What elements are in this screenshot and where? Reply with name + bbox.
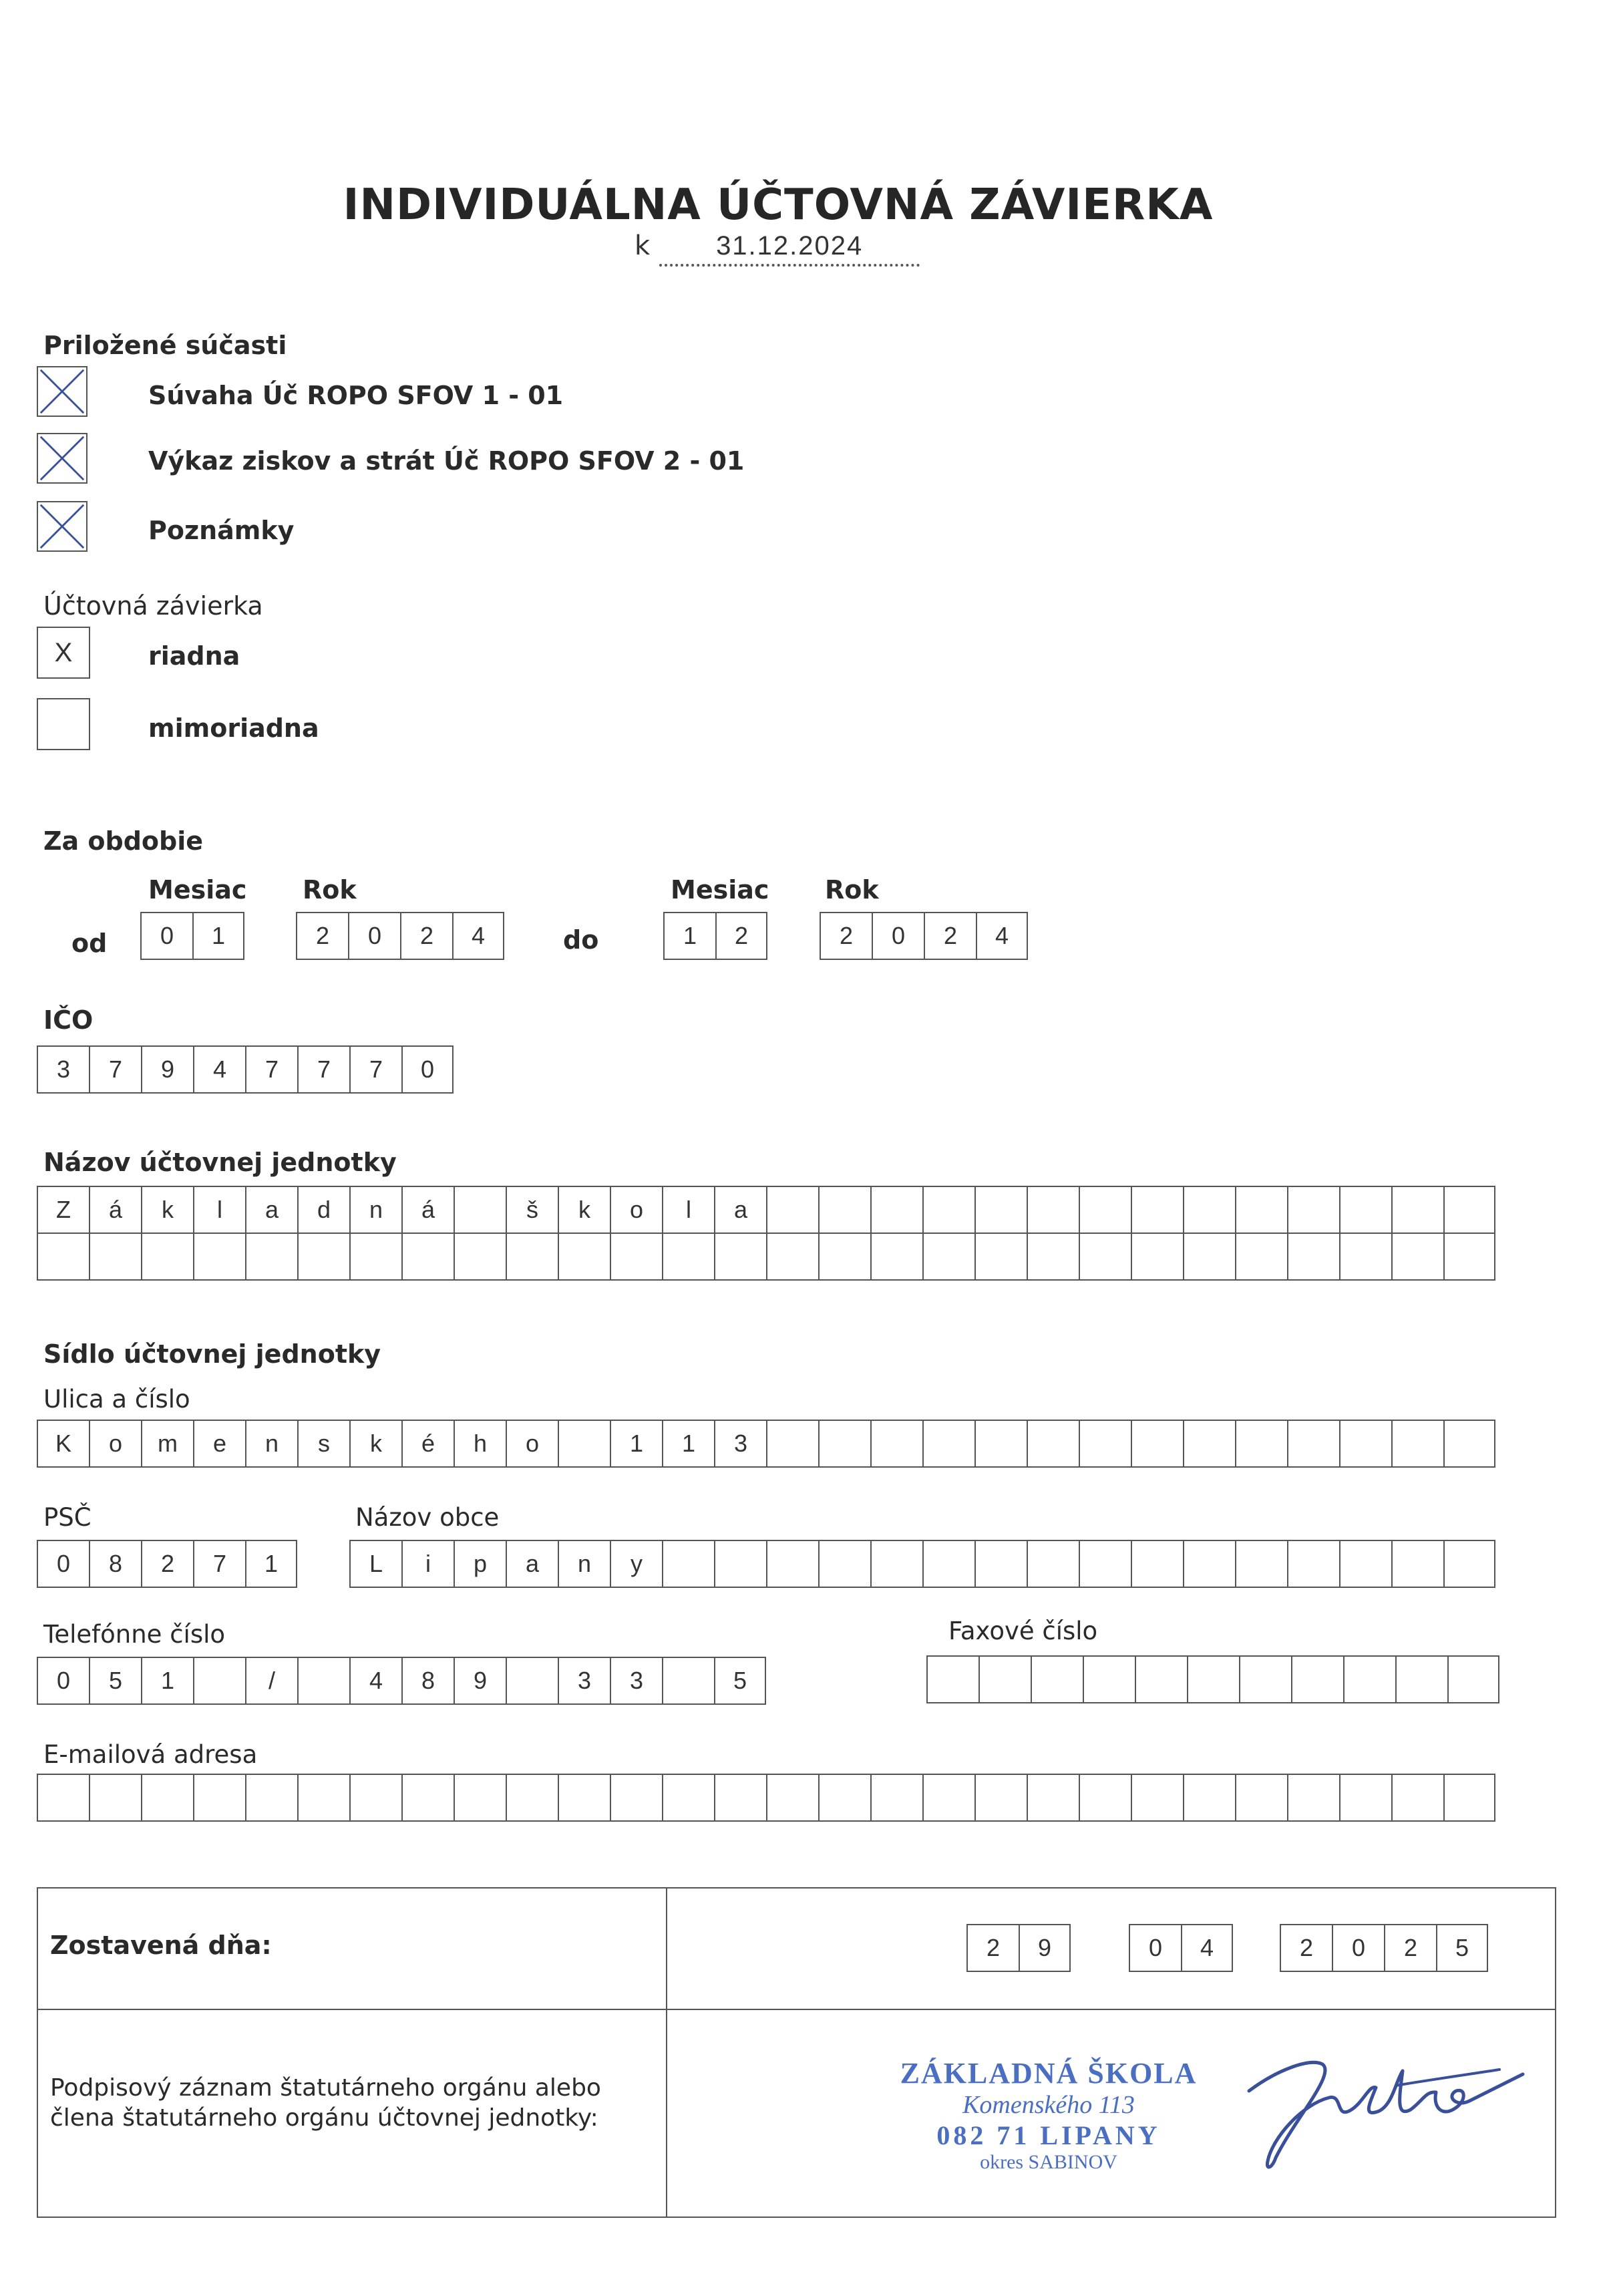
char-cell[interactable] <box>766 1186 818 1234</box>
char-cell[interactable]: 2 <box>924 912 976 960</box>
char-cell[interactable] <box>870 1774 922 1822</box>
period-heading: Za obdobie <box>43 826 204 856</box>
char-cell[interactable] <box>1443 1420 1495 1468</box>
char-cell[interactable] <box>1339 1774 1391 1822</box>
balance-sheet-label: Súvaha Úč ROPO SFOV 1 - 01 <box>148 381 564 410</box>
char-cell[interactable] <box>662 1540 714 1588</box>
char-cell[interactable] <box>245 1774 297 1822</box>
char-cell[interactable]: é <box>401 1420 454 1468</box>
char-cell[interactable]: 0 <box>37 1540 89 1588</box>
ico-field[interactable] <box>37 1045 454 1094</box>
char-cell[interactable]: a <box>714 1186 766 1234</box>
char-cell[interactable]: k <box>349 1420 401 1468</box>
char-cell[interactable]: L <box>349 1540 401 1588</box>
char-cell[interactable]: m <box>141 1420 193 1468</box>
char-cell[interactable] <box>454 1186 506 1234</box>
char-cell[interactable]: 0 <box>1129 1924 1181 1972</box>
char-cell[interactable]: á <box>401 1186 454 1234</box>
char-cell[interactable] <box>506 1657 558 1705</box>
char-cell[interactable]: a <box>245 1186 297 1234</box>
char-cell[interactable] <box>1443 1186 1495 1234</box>
char-cell[interactable] <box>610 1233 662 1281</box>
char-cell[interactable]: n <box>245 1420 297 1468</box>
char-cell[interactable]: 5 <box>1436 1924 1488 1972</box>
closing-date-prefix: k <box>635 230 651 261</box>
char-cell[interactable]: 1 <box>141 1657 193 1705</box>
char-cell[interactable] <box>1027 1233 1079 1281</box>
cross-mark-icon <box>38 367 86 416</box>
char-cell[interactable]: 2 <box>400 912 452 960</box>
handwritten-signature <box>1236 2044 1530 2178</box>
char-cell[interactable]: K <box>37 1420 89 1468</box>
to-label: do <box>563 925 599 955</box>
char-cell[interactable] <box>870 1186 922 1234</box>
char-cell[interactable]: 8 <box>89 1540 141 1588</box>
to-month-label: Mesiac <box>671 875 769 905</box>
char-cell[interactable] <box>870 1420 922 1468</box>
char-cell[interactable] <box>766 1540 818 1588</box>
char-cell[interactable]: n <box>558 1540 610 1588</box>
char-cell[interactable] <box>1235 1540 1287 1588</box>
char-cell[interactable] <box>1027 1774 1079 1822</box>
char-cell[interactable] <box>558 1420 610 1468</box>
char-cell[interactable]: 7 <box>193 1540 245 1588</box>
char-cell[interactable] <box>1079 1233 1131 1281</box>
char-cell[interactable] <box>766 1420 818 1468</box>
profit-loss-checkbox[interactable] <box>37 433 87 484</box>
char-cell[interactable] <box>1131 1233 1183 1281</box>
char-cell[interactable]: 0 <box>872 912 924 960</box>
char-cell[interactable] <box>870 1540 922 1588</box>
signature-label-line2: člena štatutárneho orgánu účtovnej jednotky: <box>50 2104 598 2132</box>
char-cell[interactable] <box>922 1233 974 1281</box>
char-cell[interactable]: 7 <box>297 1045 349 1094</box>
char-cell[interactable]: 0 <box>401 1045 454 1094</box>
char-cell[interactable] <box>1079 1540 1131 1588</box>
char-cell[interactable] <box>1027 1420 1079 1468</box>
from-label: od <box>71 929 108 958</box>
char-cell[interactable] <box>870 1233 922 1281</box>
char-cell[interactable] <box>1391 1540 1443 1588</box>
char-cell[interactable] <box>1183 1186 1235 1234</box>
fax-field[interactable] <box>926 1655 1499 1703</box>
char-cell[interactable] <box>193 1657 245 1705</box>
char-cell[interactable]: o <box>610 1186 662 1234</box>
char-cell[interactable] <box>974 1233 1027 1281</box>
char-cell[interactable]: 9 <box>454 1657 506 1705</box>
char-cell[interactable] <box>558 1233 610 1281</box>
char-cell[interactable] <box>1031 1655 1083 1703</box>
char-cell[interactable]: s <box>297 1420 349 1468</box>
char-cell[interactable] <box>922 1186 974 1234</box>
char-cell[interactable] <box>1027 1540 1079 1588</box>
char-cell[interactable]: 1 <box>245 1540 297 1588</box>
char-cell[interactable]: Z <box>37 1186 89 1234</box>
char-cell[interactable]: 4 <box>349 1657 401 1705</box>
char-cell[interactable] <box>297 1774 349 1822</box>
char-cell[interactable]: 2 <box>1280 1924 1332 1972</box>
stamp-line3: 082 71 LIPANY <box>936 2120 1161 2150</box>
char-cell[interactable] <box>349 1233 401 1281</box>
char-cell[interactable]: o <box>506 1420 558 1468</box>
char-cell[interactable] <box>714 1233 766 1281</box>
char-cell[interactable] <box>974 1420 1027 1468</box>
char-cell[interactable]: / <box>245 1657 297 1705</box>
char-cell[interactable] <box>1443 1540 1495 1588</box>
city-label: Názov obce <box>355 1503 500 1532</box>
char-cell[interactable]: 0 <box>1332 1924 1384 1972</box>
notes-label: Poznámky <box>148 516 295 545</box>
char-cell[interactable]: d <box>297 1186 349 1234</box>
email-field[interactable] <box>37 1774 1495 1822</box>
char-cell[interactable]: 3 <box>37 1045 89 1094</box>
char-cell[interactable] <box>1339 1540 1391 1588</box>
table-horizontal-divider <box>38 2009 1555 2010</box>
balance-sheet-checkbox[interactable] <box>37 366 87 417</box>
char-cell[interactable] <box>193 1233 245 1281</box>
char-cell[interactable]: k <box>558 1186 610 1234</box>
char-cell[interactable]: k <box>141 1186 193 1234</box>
char-cell[interactable] <box>818 1420 870 1468</box>
phone-field[interactable] <box>37 1657 766 1705</box>
street-label: Ulica a číslo <box>43 1385 190 1414</box>
char-cell[interactable]: 1 <box>610 1420 662 1468</box>
char-cell[interactable] <box>454 1233 506 1281</box>
char-cell[interactable]: 4 <box>1181 1924 1233 1972</box>
char-cell[interactable] <box>818 1774 870 1822</box>
char-cell[interactable] <box>1183 1540 1235 1588</box>
char-cell[interactable] <box>245 1233 297 1281</box>
char-cell[interactable] <box>141 1233 193 1281</box>
from-year-field[interactable] <box>296 912 504 960</box>
from-month-field[interactable] <box>140 912 244 960</box>
char-cell[interactable] <box>1079 1186 1131 1234</box>
char-cell[interactable]: p <box>454 1540 506 1588</box>
stamp-line4: okres SABINOV <box>980 2151 1117 2173</box>
char-cell[interactable] <box>349 1774 401 1822</box>
char-cell[interactable] <box>1079 1420 1131 1468</box>
char-cell[interactable]: 7 <box>245 1045 297 1094</box>
char-cell[interactable]: l <box>662 1186 714 1234</box>
char-cell[interactable]: n <box>349 1186 401 1234</box>
profit-loss-label: Výkaz ziskov a strát Úč ROPO SFOV 2 - 01 <box>148 446 745 476</box>
char-cell[interactable] <box>926 1655 978 1703</box>
extraordinary-closing-label: mimoriadna <box>148 713 319 743</box>
char-cell[interactable] <box>974 1186 1027 1234</box>
char-cell[interactable]: 2 <box>1384 1924 1436 1972</box>
char-cell[interactable] <box>1287 1540 1339 1588</box>
char-cell[interactable] <box>297 1233 349 1281</box>
char-cell[interactable] <box>978 1655 1031 1703</box>
attached-heading: Priložené súčasti <box>43 331 287 360</box>
char-cell[interactable] <box>89 1233 141 1281</box>
char-cell[interactable]: h <box>454 1420 506 1468</box>
closing-type-heading: Účtovná závierka <box>43 591 263 621</box>
char-cell[interactable] <box>193 1774 245 1822</box>
char-cell[interactable]: 1 <box>663 912 715 960</box>
psc-field[interactable] <box>37 1540 297 1588</box>
char-cell[interactable]: 8 <box>401 1657 454 1705</box>
char-cell[interactable]: 1 <box>192 912 244 960</box>
char-cell[interactable]: 2 <box>296 912 348 960</box>
stamp-line1: ZÁKLADNÁ ŠKOLA <box>900 2057 1198 2090</box>
char-cell[interactable]: 0 <box>140 912 192 960</box>
char-cell[interactable] <box>714 1774 766 1822</box>
char-cell[interactable]: 4 <box>976 912 1028 960</box>
char-cell[interactable]: o <box>89 1420 141 1468</box>
char-cell[interactable] <box>1443 1233 1495 1281</box>
char-cell[interactable] <box>506 1774 558 1822</box>
char-cell[interactable] <box>610 1774 662 1822</box>
char-cell[interactable]: 2 <box>966 1924 1019 1972</box>
seat-heading: Sídlo účtovnej jednotky <box>43 1339 381 1369</box>
from-month-label: Mesiac <box>148 875 247 905</box>
char-cell[interactable] <box>1339 1233 1391 1281</box>
char-cell[interactable] <box>1131 1540 1183 1588</box>
extraordinary-closing-checkbox[interactable] <box>37 698 90 750</box>
char-cell[interactable] <box>1391 1420 1443 1468</box>
char-cell[interactable] <box>766 1233 818 1281</box>
compiled-year-field[interactable] <box>1280 1924 1488 1972</box>
char-cell[interactable] <box>1235 1186 1287 1234</box>
city-field[interactable] <box>349 1540 1495 1588</box>
char-cell[interactable] <box>662 1657 714 1705</box>
char-cell[interactable] <box>1447 1655 1499 1703</box>
stamp-line2: Komenského 113 <box>962 2091 1135 2119</box>
char-cell[interactable]: 2 <box>141 1540 193 1588</box>
table-vertical-divider <box>666 1889 667 2217</box>
char-cell[interactable]: á <box>89 1186 141 1234</box>
char-cell[interactable] <box>1235 1233 1287 1281</box>
char-cell[interactable] <box>1287 1233 1339 1281</box>
char-cell[interactable] <box>1183 1233 1235 1281</box>
char-cell[interactable] <box>89 1774 141 1822</box>
to-year-field[interactable] <box>820 912 1028 960</box>
entity-name-heading: Názov účtovnej jednotky <box>43 1148 397 1177</box>
char-cell[interactable] <box>506 1233 558 1281</box>
char-cell[interactable] <box>974 1774 1027 1822</box>
char-cell[interactable] <box>37 1233 89 1281</box>
page-title: INDIVIDUÁLNA ÚČTOVNÁ ZÁVIERKA <box>343 180 1214 230</box>
char-cell[interactable] <box>766 1774 818 1822</box>
compiled-month-field[interactable] <box>1129 1924 1233 1972</box>
char-cell[interactable] <box>1183 1774 1235 1822</box>
char-cell[interactable] <box>818 1540 870 1588</box>
to-month-field[interactable] <box>663 912 767 960</box>
regular-closing-label: riadna <box>148 641 240 671</box>
char-cell[interactable] <box>1131 1774 1183 1822</box>
char-cell[interactable] <box>1291 1655 1343 1703</box>
char-cell[interactable] <box>1135 1655 1187 1703</box>
char-cell[interactable] <box>558 1774 610 1822</box>
closing-date <box>635 230 920 267</box>
char-cell[interactable]: a <box>506 1540 558 1588</box>
signature-label-line1: Podpisový záznam štatutárneho orgánu alebo <box>50 2074 601 2102</box>
char-cell[interactable] <box>1287 1420 1339 1468</box>
char-cell[interactable]: 5 <box>714 1657 766 1705</box>
notes-checkbox[interactable] <box>37 501 87 552</box>
char-cell[interactable] <box>1083 1655 1135 1703</box>
school-stamp <box>895 2056 1202 2174</box>
regular-closing-checkbox[interactable]: X <box>37 627 90 679</box>
char-cell[interactable]: 0 <box>37 1657 89 1705</box>
char-cell[interactable] <box>1339 1420 1391 1468</box>
char-cell[interactable] <box>1235 1420 1287 1468</box>
char-cell[interactable] <box>1391 1233 1443 1281</box>
char-cell[interactable] <box>1395 1655 1447 1703</box>
cross-mark-icon <box>38 434 86 482</box>
char-cell[interactable] <box>401 1774 454 1822</box>
char-cell[interactable] <box>1239 1655 1291 1703</box>
char-cell[interactable] <box>1183 1420 1235 1468</box>
cross-mark-icon <box>38 502 86 550</box>
char-cell[interactable] <box>454 1774 506 1822</box>
char-cell[interactable] <box>1235 1774 1287 1822</box>
char-cell[interactable]: 7 <box>349 1045 401 1094</box>
char-cell[interactable]: 4 <box>193 1045 245 1094</box>
char-cell[interactable]: 2 <box>715 912 767 960</box>
closing-date-value[interactable]: 31.12.2024 <box>659 231 920 267</box>
entity-name-row2[interactable] <box>37 1233 1495 1281</box>
char-cell[interactable]: 3 <box>610 1657 662 1705</box>
char-cell[interactable] <box>1287 1186 1339 1234</box>
entity-name-row1[interactable] <box>37 1186 1495 1234</box>
char-cell[interactable] <box>974 1540 1027 1588</box>
char-cell[interactable]: 5 <box>89 1657 141 1705</box>
compiled-day-field[interactable] <box>966 1924 1071 1972</box>
char-cell[interactable] <box>1391 1186 1443 1234</box>
char-cell[interactable] <box>1287 1774 1339 1822</box>
char-cell[interactable] <box>1131 1186 1183 1234</box>
char-cell[interactable]: i <box>401 1540 454 1588</box>
email-label: E-mailová adresa <box>43 1740 258 1769</box>
char-cell[interactable] <box>1079 1774 1131 1822</box>
char-cell[interactable] <box>714 1540 766 1588</box>
char-cell[interactable] <box>922 1540 974 1588</box>
char-cell[interactable] <box>1027 1186 1079 1234</box>
char-cell[interactable] <box>662 1233 714 1281</box>
char-cell[interactable]: e <box>193 1420 245 1468</box>
char-cell[interactable] <box>297 1657 349 1705</box>
char-cell[interactable] <box>662 1774 714 1822</box>
fax-label: Faxové číslo <box>948 1617 1098 1645</box>
from-year-label: Rok <box>303 875 357 905</box>
char-cell[interactable] <box>1391 1774 1443 1822</box>
to-year-label: Rok <box>825 875 879 905</box>
char-cell[interactable]: 3 <box>714 1420 766 1468</box>
char-cell[interactable] <box>922 1420 974 1468</box>
char-cell[interactable] <box>1443 1774 1495 1822</box>
char-cell[interactable]: l <box>193 1186 245 1234</box>
char-cell[interactable] <box>37 1774 89 1822</box>
char-cell[interactable] <box>141 1774 193 1822</box>
street-field[interactable] <box>37 1420 1495 1468</box>
compiled-label: Zostavená dňa: <box>50 1931 272 1960</box>
ico-heading: IČO <box>43 1005 94 1035</box>
char-cell[interactable]: 2 <box>820 912 872 960</box>
char-cell[interactable] <box>818 1233 870 1281</box>
char-cell[interactable]: 7 <box>89 1045 141 1094</box>
char-cell[interactable] <box>1187 1655 1239 1703</box>
char-cell[interactable] <box>1339 1186 1391 1234</box>
phone-label: Telefónne číslo <box>43 1620 226 1649</box>
char-cell[interactable]: 3 <box>558 1657 610 1705</box>
psc-label: PSČ <box>43 1503 92 1532</box>
char-cell[interactable]: 9 <box>141 1045 193 1094</box>
char-cell[interactable]: 4 <box>452 912 504 960</box>
char-cell[interactable] <box>1131 1420 1183 1468</box>
char-cell[interactable]: 1 <box>662 1420 714 1468</box>
char-cell[interactable]: y <box>610 1540 662 1588</box>
char-cell[interactable] <box>922 1774 974 1822</box>
char-cell[interactable]: š <box>506 1186 558 1234</box>
char-cell[interactable] <box>1343 1655 1395 1703</box>
char-cell[interactable]: 9 <box>1019 1924 1071 1972</box>
char-cell[interactable]: 0 <box>348 912 400 960</box>
char-cell[interactable] <box>401 1233 454 1281</box>
char-cell[interactable] <box>818 1186 870 1234</box>
